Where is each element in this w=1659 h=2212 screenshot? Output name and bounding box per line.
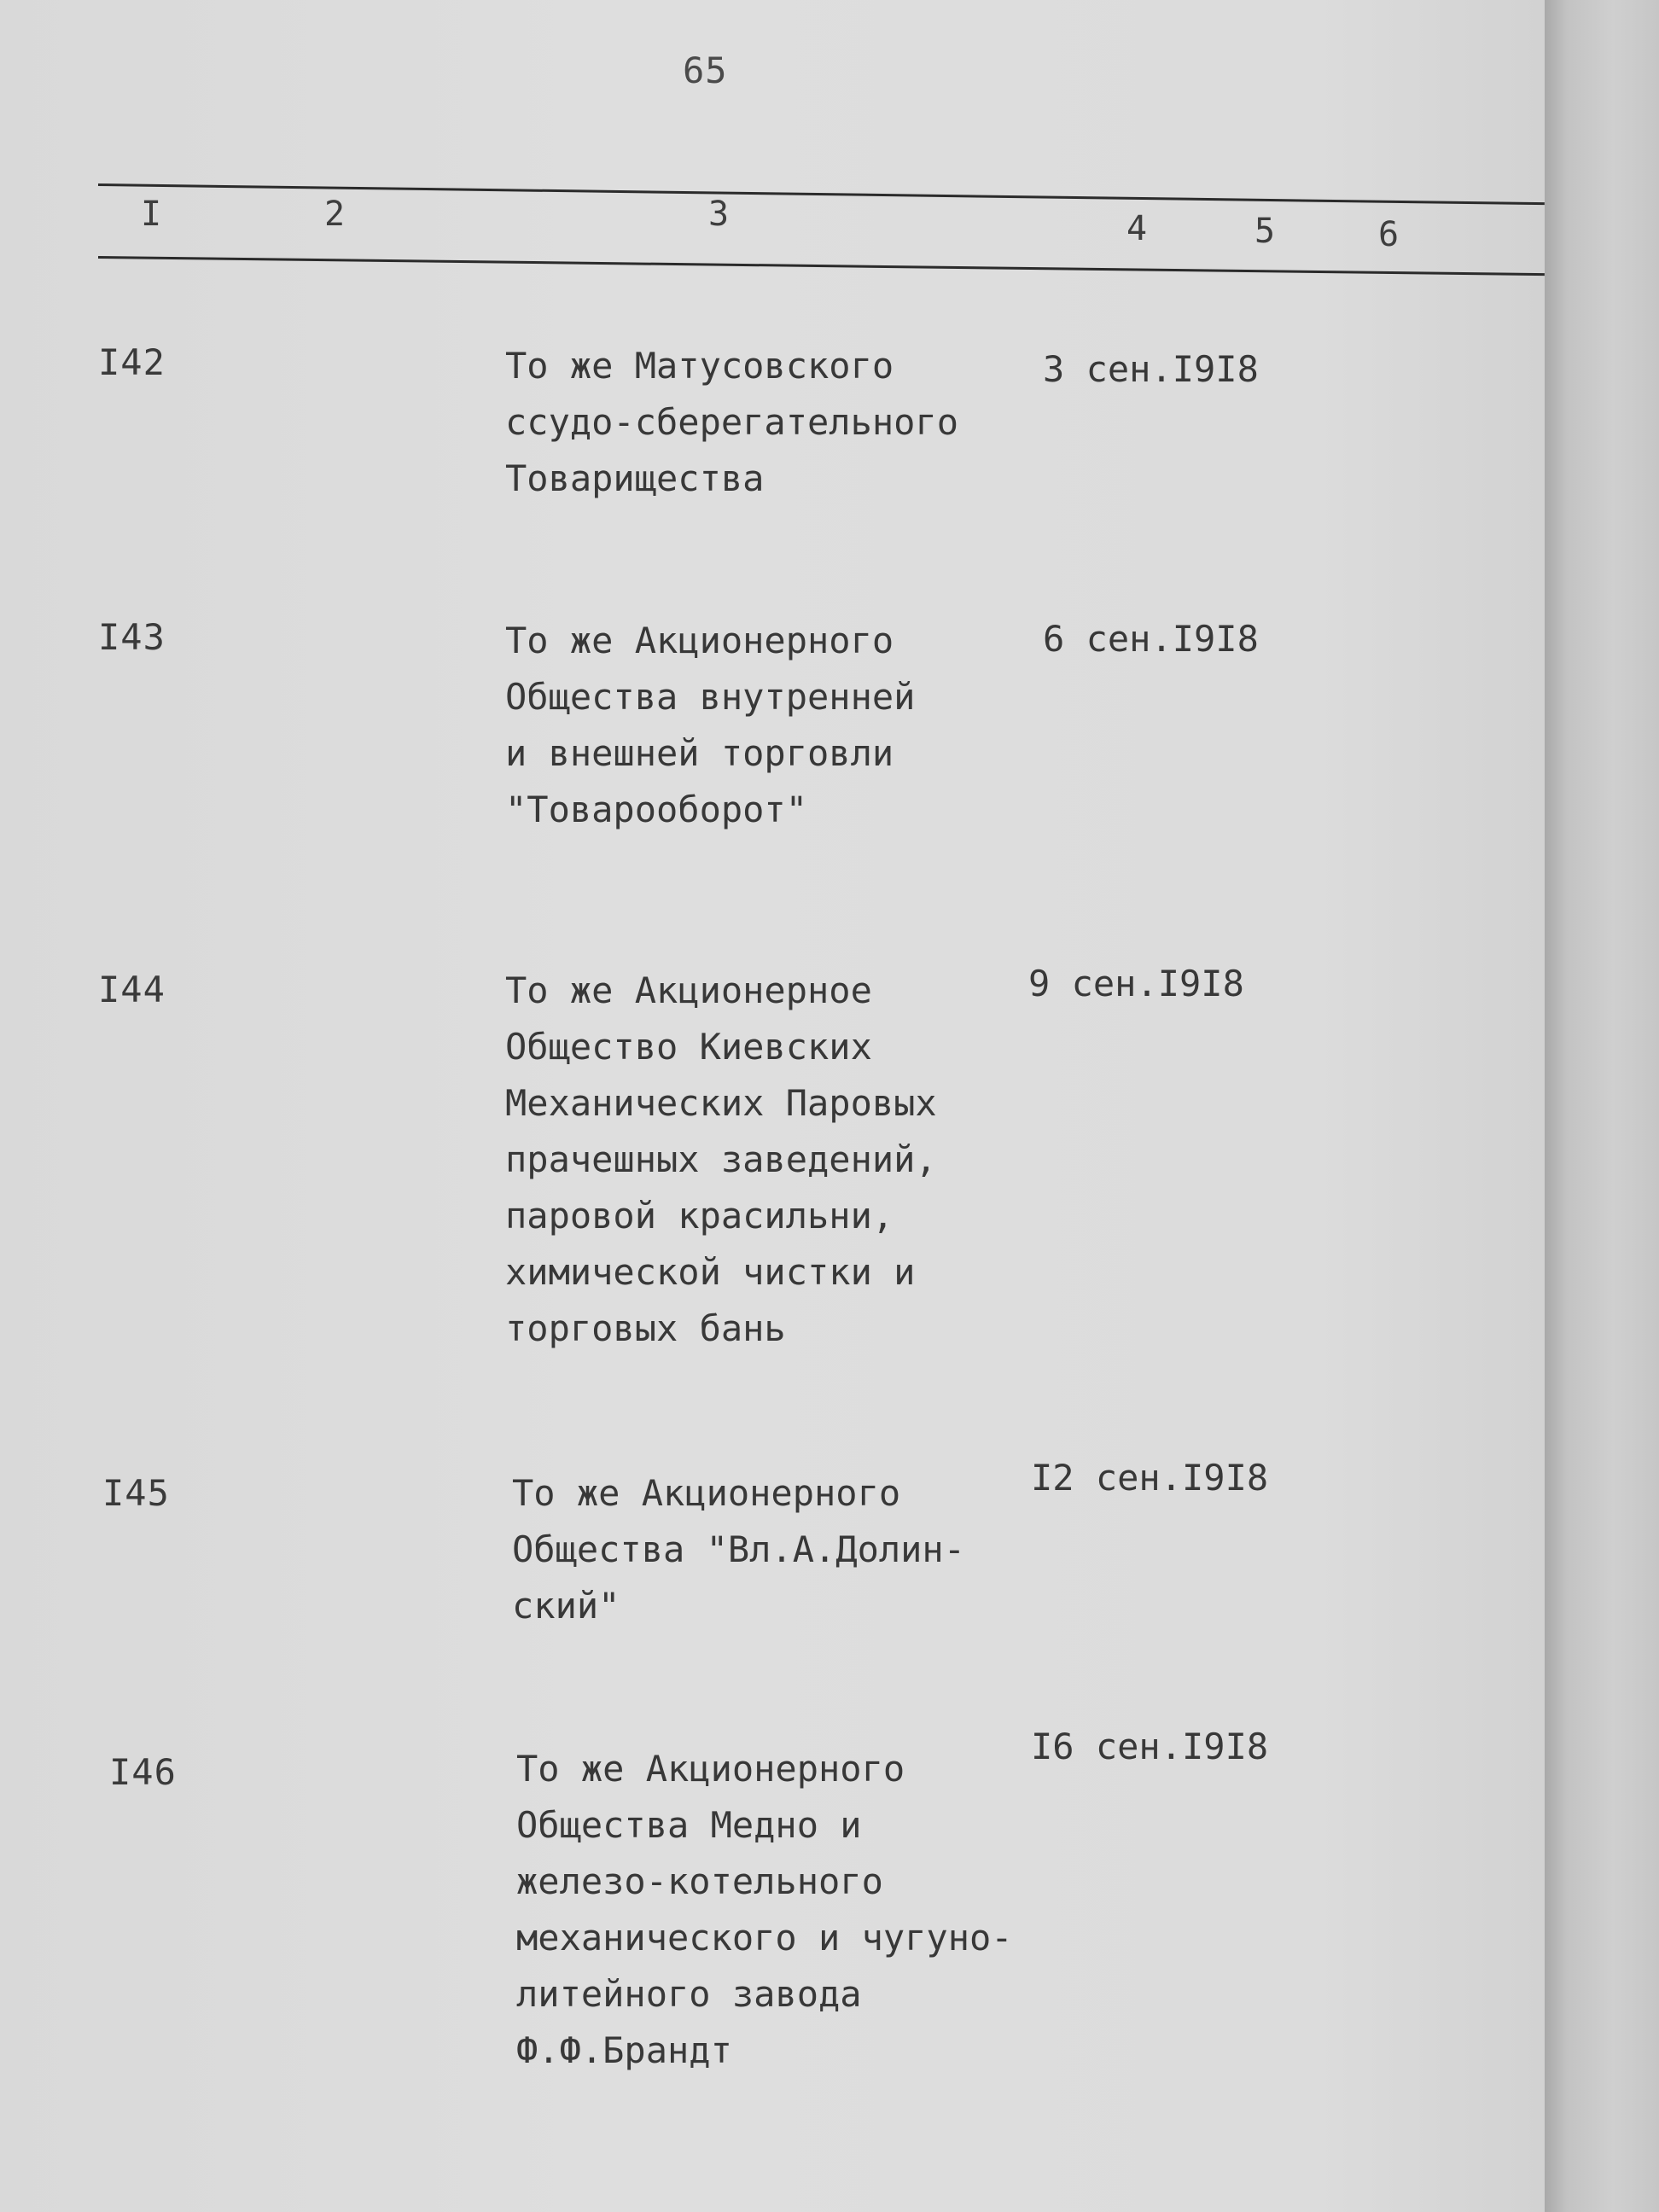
entry-description: То же Матусовского ссудо-сберегательного Товарищества xyxy=(505,345,959,499)
entry-number: I44 xyxy=(98,969,166,1010)
entry-number: I43 xyxy=(98,616,166,658)
entry-date: 3 сен.I9I8 xyxy=(1043,348,1259,390)
entry-date: 9 сен.I9I8 xyxy=(1028,963,1244,1004)
column-header-1: I xyxy=(141,195,162,234)
column-header-2: 2 xyxy=(324,195,346,234)
column-header-5: 5 xyxy=(1254,212,1276,251)
table-header-bottom-rule xyxy=(98,256,1545,276)
entry-date: 6 сен.I9I8 xyxy=(1043,618,1259,660)
table-header-top-rule xyxy=(98,183,1545,205)
page-number: 65 xyxy=(683,49,728,91)
entry-description: То же Акционерного Общества Медно и железо-котельного механического и чугуно- литейного завода Ф.Ф.Брандт xyxy=(516,1748,1013,2071)
entry-description: То же Акционерное Общество Киевских Механических Паровых прачешных заведений, паровой красильни, химической чистки и торговых бань xyxy=(505,969,937,1349)
entry-date: I6 сен.I9I8 xyxy=(1031,1726,1269,1767)
entry-number: I46 xyxy=(109,1751,177,1793)
entry-date: I2 сен.I9I8 xyxy=(1031,1457,1269,1499)
column-header-3: 3 xyxy=(708,195,730,234)
entry-number: I42 xyxy=(98,341,166,383)
entry-number: I45 xyxy=(102,1472,170,1514)
adjacent-page-edge xyxy=(1545,0,1659,2212)
column-header-4: 4 xyxy=(1126,209,1148,248)
entry-description: То же Акционерного Общества "Вл.А.Долин- ский" xyxy=(512,1472,966,1627)
column-header-6: 6 xyxy=(1378,215,1400,254)
entry-description: То же Акционерного Общества внутренней и внешней торговли "Товарооборот" xyxy=(505,620,916,830)
